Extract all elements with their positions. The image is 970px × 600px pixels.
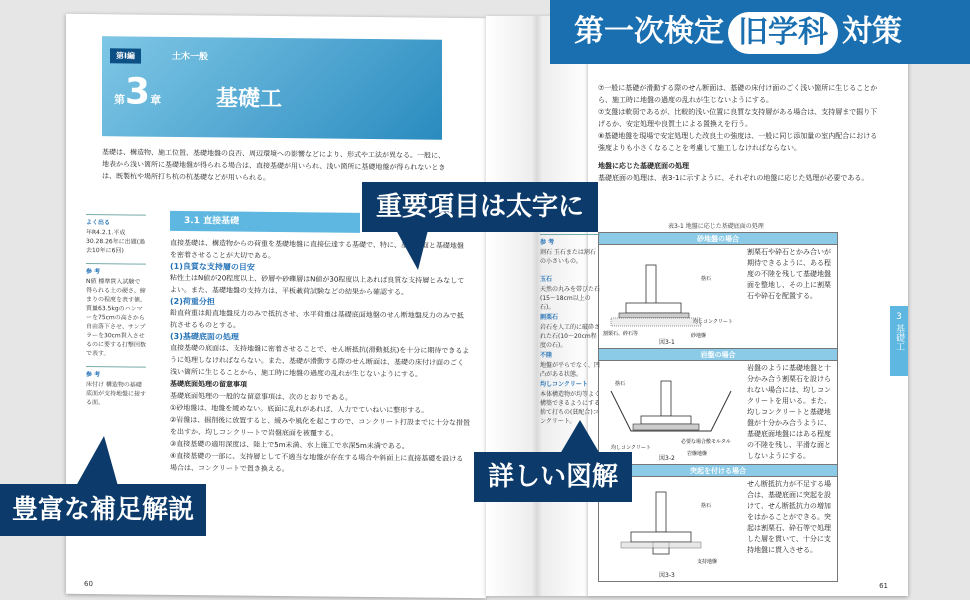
svg-text:必要な場合敷モルタル: 必要な場合敷モルタル [681, 439, 731, 445]
svg-text:砂地盤: 砂地盤 [691, 333, 707, 339]
figure-desc: 割栗石や砕石とかみ合いが期待できるように、ある程度の不陸を残して基礎地盤面を整地し、その上に割栗石や砕石を配置する。 [747, 248, 831, 300]
table-row: 岩盤の場合 捨石 均しコンクリート 必要な場合敷モルタル 岩盤地盤 岩盤のように基礎地盤と十分かみ合う割栗石を設けられない場合には、均しコンクリートを用いる。また、均しコンクリートと基礎地盤が十分かみ合うように、基礎底面地盤にはある程度の不陸を残し、平滑な面としないようにする。 図3-2 [599, 349, 837, 465]
category-pill: 旧学科 [728, 12, 838, 54]
side-note: よく出る 年R4.2.1.平成30.28.26年に出題(過去10年に6回) [86, 214, 146, 256]
figure-number: 図3-3 [659, 572, 675, 579]
page-number: 61 [879, 582, 888, 590]
figure-number: 図3-2 [659, 455, 675, 462]
svg-text:支持地盤: 支持地盤 [697, 559, 718, 565]
svg-text:均しコンクリート: 均しコンクリート [693, 319, 733, 325]
figure-desc: 岩盤のように基礎地盤と十分かみ合う割栗石を設けられない場合には、均しコンクリートを用いる。また、均しコンクリートと基礎地盤が十分かみ合うように、基礎底面地盤にはある程度の不陸を残し、平滑な面としないようにする。 [747, 364, 831, 460]
part-name: 土木一般 [172, 51, 209, 63]
callout-pointer [560, 420, 600, 454]
svg-text:岩盤地盤: 岩盤地盤 [687, 451, 708, 457]
chapter-intro: 基礎は、構造物、施工位置、基礎地盤の良否、周辺環境への影響などにより、形式や工法が異なる。一般に、地表から浅い箇所に基礎地盤が得られる場合は、直接基礎が用いられ、浅い箇所に基礎地盤が得られないときは、既製杭や場所打ち杭の杭基礎などが用いられる。 [102, 148, 446, 182]
callout-pointer [76, 436, 118, 486]
thumb-tab: 3 基礎工 [890, 306, 908, 376]
table-row: 砂地盤の場合 捨石 割栗石、砕石等 均しコンクリート 砂地盤 割栗石や砕石とかみ合いが期待できるように、ある程度の不陸を残して基礎地盤面を整地し、その上に割栗石や砕石を配置する。 図3-1 [599, 233, 837, 349]
top-banner: 第一次検定 旧学科 対策 [550, 0, 970, 64]
right-page [588, 16, 908, 596]
figure-rock-ground [601, 361, 741, 461]
svg-text:捨石: 捨石 [615, 381, 626, 387]
figure-number: 図3-1 [659, 339, 675, 346]
side-notes [86, 214, 146, 416]
right-top-text: ⑦一般に基礎が滑動する際のせん断面は、基礎の床付け面のごく浅い箇所に生じることから、施工時に地盤の過度の乱れが生じないようにする。 ⑦支盤は軟弱であるが、比較的浅い位置に良質な支持層がある場合は、支持層まで掘り下げるか、安定処理や良質土による置換えを行う。 ⑧基礎地盤を現場で安定処理した改良土の強度は、一般に同じ添加量の室内配合における強度よりも小さくなることを考慮して施工しなければならない。 地盤に応じた基礎底面の処理 基礎底面の処理は、表3-1に示すように、それぞれの地盤に応じた処理が必要である。 [598, 84, 878, 182]
right-side-notes: 参 考 割石 玉石または割石の小さいもの。 玉石 天然の丸みを帯びた石(15～18cm以上の石)。 割栗石 岩石を人工的に破砕された石(10～20cm程度の石)。 不陸 地盤が平らでなく、凹凸がある状態。 均しコンクリート 本体構造物が均等よく構築できるようにする捨て打ちの(貧配合)コンクリート。 [540, 234, 600, 426]
section-heading: 3.1 直接基礎 [170, 211, 360, 233]
section-body: 直接基礎は、構造物からの荷重を基礎地盤に直接伝達する基礎で、特に、基礎底面と基礎地盤を密着させることが大切である。 (1)良質な支持層の目安 粘性土はN値が20程度以上、砂層や砂礫層はN値が30程度以上あれば良質な支持層とみなしてよい。また、基礎地盤の支持力は、平板載荷試験などの結果から確認する。 (2)荷重分担 鉛直荷重は鉛直地盤反力のみで抵抗させ、水平荷重は基礎底面地盤のせん断地盤反力のみで抵抗させるものとする。 (3)基礎底面の処理 直接基礎の底面は、支持地盤に密着させることで、せん断抵抗(滑動抵抗)を十分に期待できるように処理しなければならない。また、基礎が滑動する際のせん断面は、基礎の床付け面のごく浅い箇所に生じることから、施工時に地盤の過度の乱れが生じないようにする。 基礎底面処理の留意事項 基礎底面処理の一般的な留意事項は、次のとおりである。 ①砂地盤は、地盤を緩めない。底面に乱れがあれば、人力でていねいに整形する。 ②岩盤は、掘削後に放置すると、緩みや風化を起こすので、コンクリート打設までに十分な措置を出すか、均しコンクリートで岩盤底面を被覆する。 ③直接基礎の適用深度は、陸上で5m未満、水上施工で水深5m未満である。 ④直接基礎の一部に、支持層として不適当な地盤が存在する場合や斜面上に直接基礎を設ける場合は、コンクリートで置き換える。 [170, 238, 470, 474]
svg-text:割栗石、砕石等: 割栗石、砕石等 [603, 331, 639, 337]
callout-notes: 豊富な補足解説 [0, 484, 206, 536]
part-tag: 第Ⅰ編 [110, 48, 141, 63]
chapter-banner [102, 36, 442, 140]
side-note: 参 考 N値 標準貫入試験で得られる土の硬さ、締まりの程度を表す値。質量63.5kgのハンマーを75cmの高さから自由落下させ、サンプラーを30cm貫入させるのに要する打撃回数で表す。 [86, 263, 146, 359]
figure-sand-ground [601, 245, 741, 345]
callout-diagram: 詳しい図解 [474, 452, 632, 502]
page-number: 60 [84, 579, 93, 589]
svg-text:捨石: 捨石 [701, 276, 712, 282]
svg-text:均しコンクリート: 均しコンクリート [611, 445, 651, 451]
chapter-number: 第3章 [114, 71, 162, 113]
table-title: 表3-1 地盤に応じた基礎底面の処理 [668, 223, 764, 230]
callout-bold: 重要項目は太字に [362, 182, 598, 232]
chapter-title: 基礎工 [216, 86, 283, 113]
side-note: 参 考 床付け 構造物の基礎底面が支持地盤に接する面。 [86, 366, 146, 408]
svg-text:捨石: 捨石 [701, 503, 712, 509]
figure-desc: せん断抵抗力が不足する場合は、基礎底面に突起を設けて、せん断抵抗力の増加をはかることができる。突起は割栗石、砕石等で処理した層を貫いて、十分に支持地盤に貫入させる。 [747, 480, 831, 554]
table-row: 突起を付ける場合 捨石 支持地盤 せん断抵抗力が不足する場合は、基礎底面に突起を設けて、せん断抵抗力の増加をはかることができる。突起は割栗石、砕石等で処理した層を貫いて、十分に支持地盤に貫入させる。 図3-3 [599, 465, 837, 581]
figure-table [598, 232, 838, 582]
callout-pointer [396, 230, 428, 270]
